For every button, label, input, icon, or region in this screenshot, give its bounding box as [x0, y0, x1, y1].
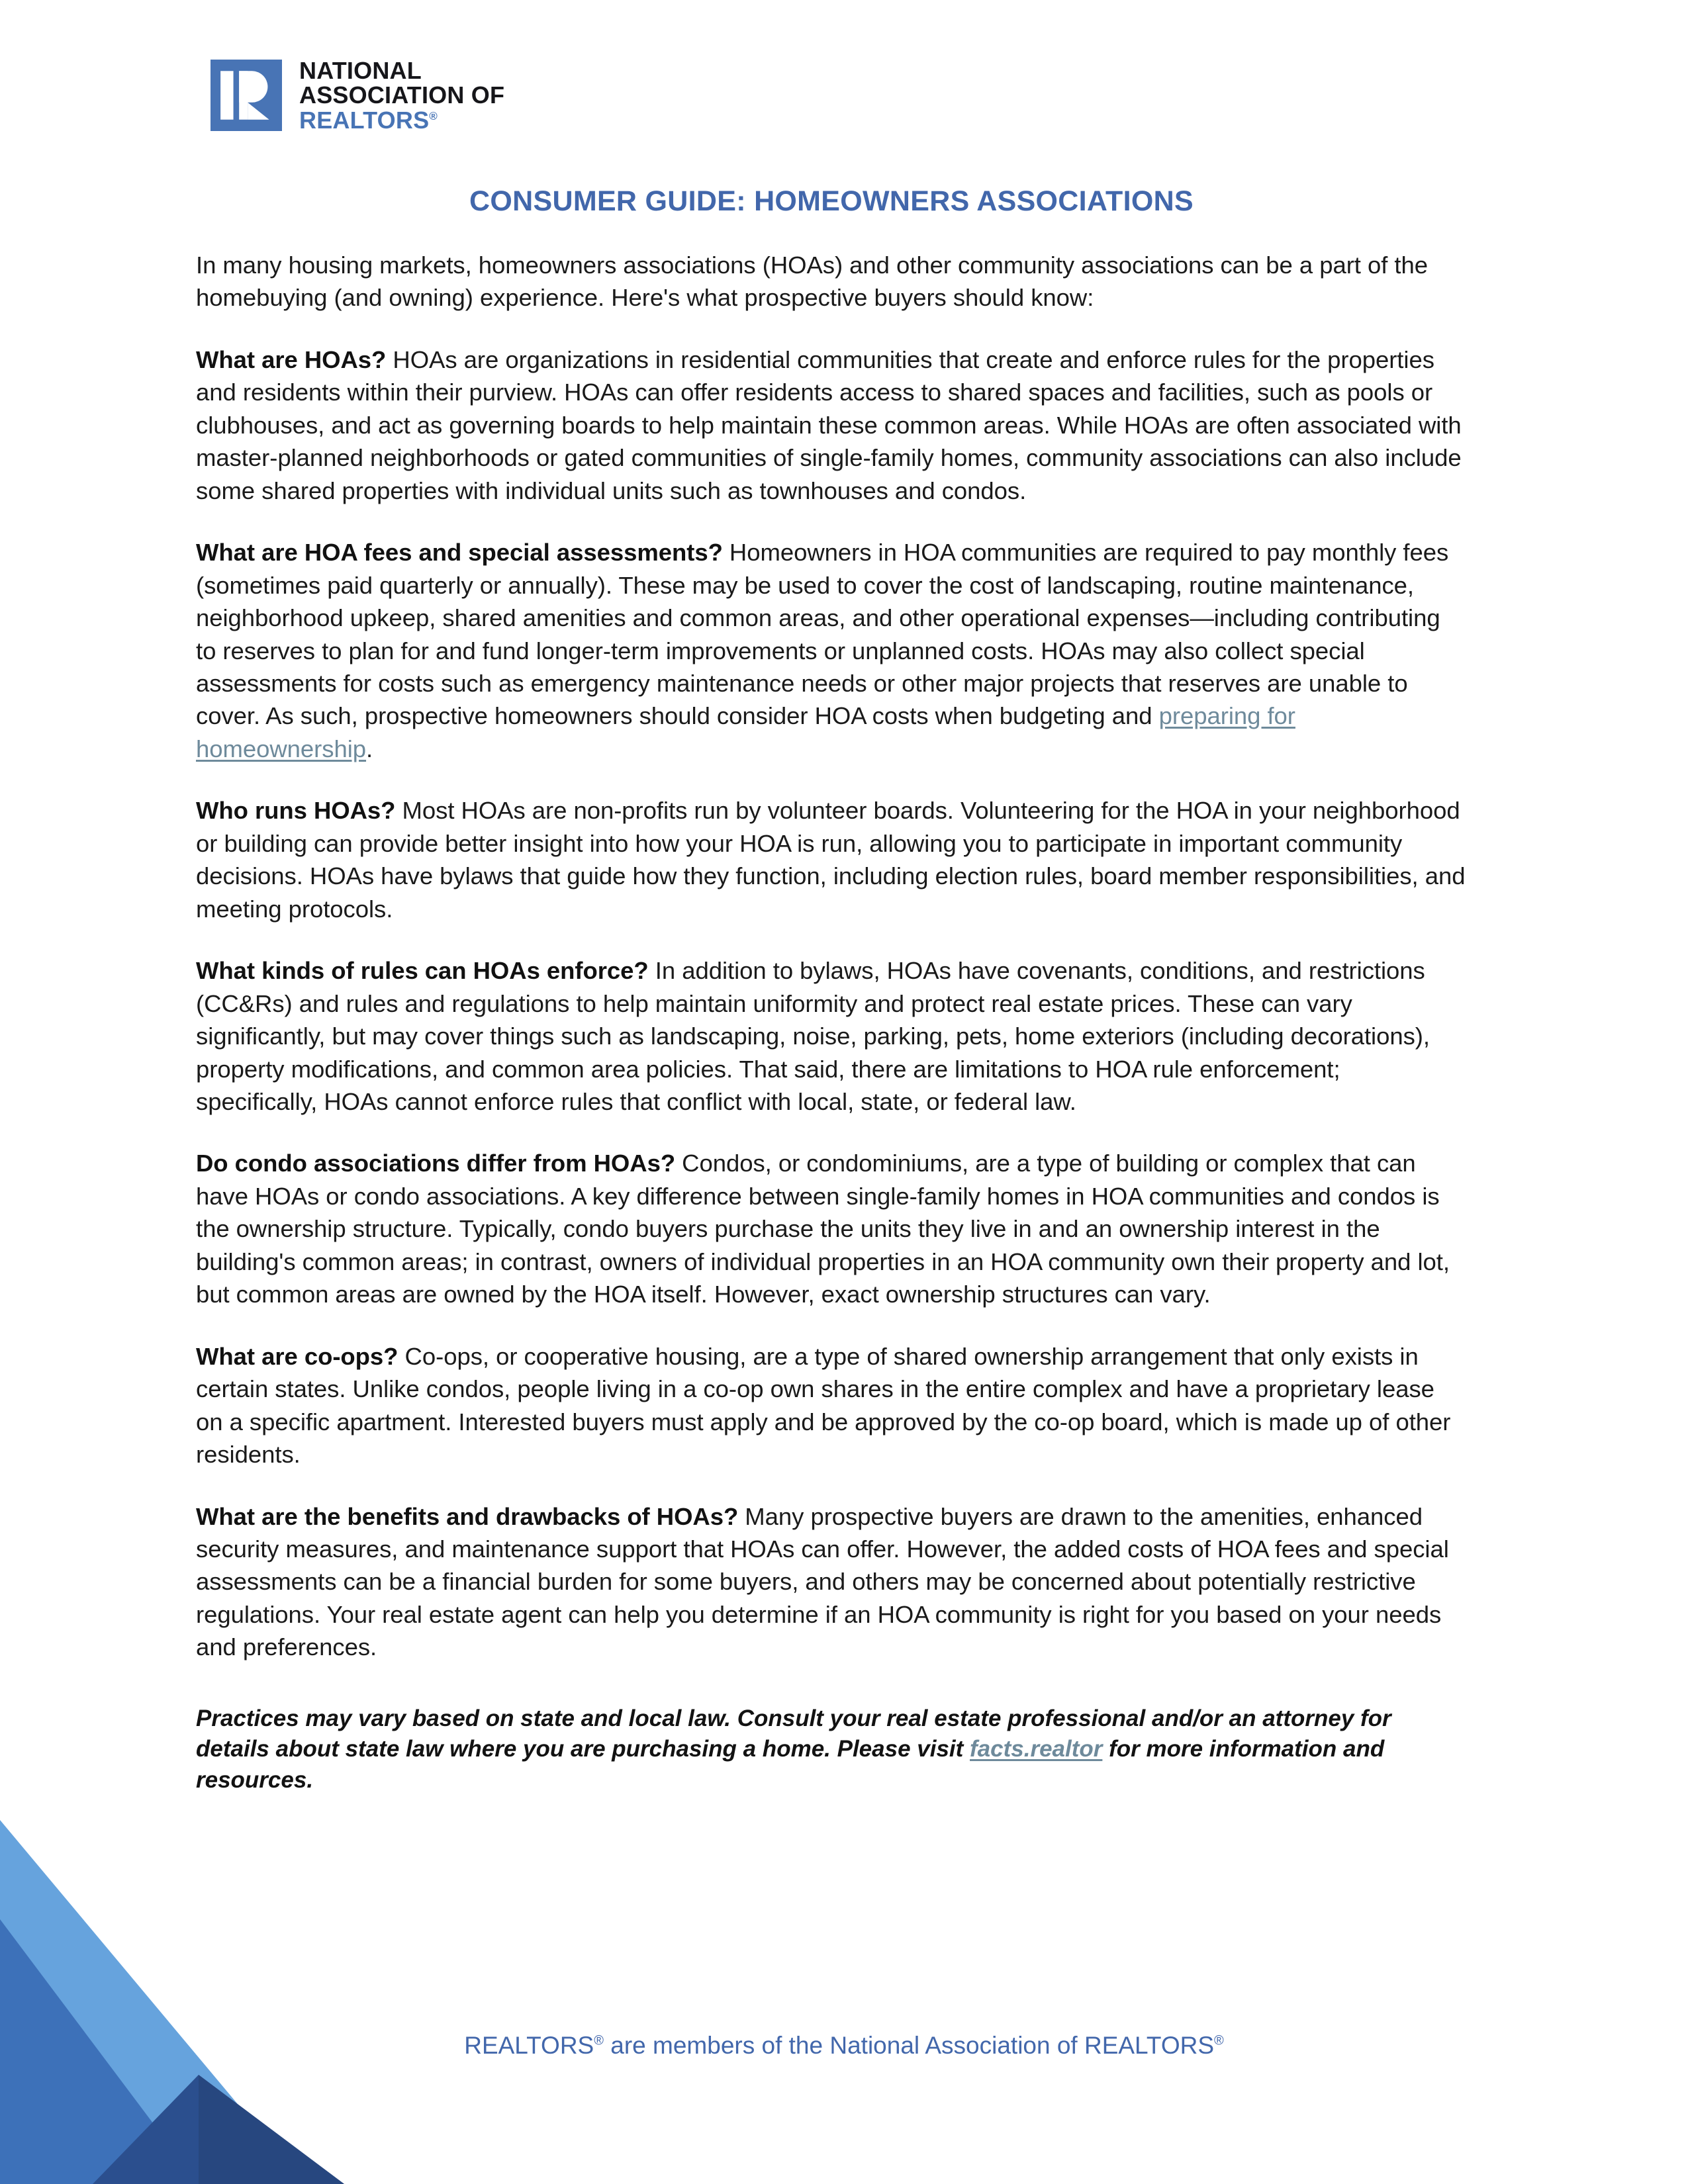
logo-line-3 [299, 108, 504, 132]
footer-registered-mark-2: ® [1214, 2033, 1224, 2048]
disclaimer-text-1: Practices may vary based on state and local law. Consult your real estate professional and/or an attorney for details about state law where you are purchasing a home. Please visit [196, 1705, 1391, 1762]
paragraph-condo-associations [196, 1147, 1467, 1310]
text-benefits-drawbacks: Many prospective buyers are drawn to the amenities, enhanced security measures, and maintenance support that HOAs can offer. However, the added costs of HOA fees and special assessments can be a financial burden for some buyers, and others may be concerned about potentially restrictive regulations. Your real estate agent can help you determine if an HOA community is right for you based on your needs and preferences. [196, 1502, 1449, 1661]
heading-rules-enforcement: What kinds of rules can HOAs enforce? [196, 957, 649, 985]
document-content [196, 185, 1467, 1796]
heading-co-ops: What are co-ops? [196, 1342, 399, 1370]
text-who-runs-hoas: Most HOAs are non-profits run by volunteer boards. Volunteering for the HOA in your neighborhood or building can provide better insight into how your HOA is run, allowing you to participate in important community decisions. HOAs have bylaws that guide how they function, including election rules, board member responsibilities, and meeting protocols. [196, 797, 1466, 923]
text-hoa-fees-after: . [366, 735, 373, 762]
footer-registered-mark-1: ® [594, 2033, 604, 2048]
logo-line-2: ASSOCIATION OF [299, 81, 505, 109]
paragraph-intro [196, 249, 1467, 314]
nar-logo [211, 58, 504, 132]
text-hoa-fees: Homeowners in HOA communities are required to pay monthly fees (sometimes paid quarterly or annually). These may be used to cover the cost of landscaping, routine maintenance, neighborhood upkeep, shared amenities and common areas, and other operational expenses—including contributing to reserves to plan for and fund longer-term improvements or unplanned costs. HOAs may also collect special assessments for costs such as emergency maintenance needs or other major projects that reserves are unable to cover. As such, prospective homeowners should consider HOA costs when budgeting and [196, 539, 1449, 730]
paragraph-rules-enforcement [196, 954, 1467, 1118]
text-rules-enforcement: In addition to bylaws, HOAs have covenants, conditions, and restrictions (CC&Rs) and rules and regulations to help maintain uniformity and protect real estate prices. These can vary significantly, but may cover things such as landscaping, noise, parking, pets, home exteriors (including decorations), property modifications, and common area policies. That said, there are limitations to HOA rule enforcement; specifically, HOAs cannot enforce rules that conflict with local, state, or federal law. [196, 957, 1430, 1115]
heading-benefits-drawbacks: What are the benefits and drawbacks of HOAs? [196, 1502, 739, 1530]
logo-registered-mark: ® [429, 109, 438, 122]
footer-text-before: REALTORS [464, 2032, 594, 2059]
disclaimer-text-2: for more information and resources. [196, 1736, 1385, 1793]
text-co-ops: Co-ops, or cooperative housing, are a type of shared ownership arrangement that only exists in certain states. Unlike condos, people living in a co-op own shares in the entire complex and have a proprietary lease on a specific apartment. Interested buyers must apply and be approved by the co-op board, which is made up of other residents. [196, 1342, 1451, 1469]
heading-hoa-fees: What are HOA fees and special assessments? [196, 539, 723, 567]
page-footer [0, 2032, 1688, 2060]
disclaimer-note [196, 1704, 1467, 1796]
link-preparing-for-homeownership[interactable]: preparing for homeownership [196, 702, 1295, 762]
paragraph-benefits-drawbacks [196, 1500, 1467, 1664]
heading-condo-associations: Do condo associations differ from HOAs? [196, 1150, 676, 1177]
heading-what-are-hoas: What are HOAs? [196, 345, 387, 373]
text-condo-associations: Condos, or condominiums, are a type of building or complex that can have HOAs or condo associations. A key difference between single-family homes in HOA communities and condos is the ownership structure. Typically, condo buyers purchase the units they live in and an ownership interest in the building's common areas; in contrast, owners of individual properties in an HOA community own their property and lot, but common areas are owned by the HOA itself. However, exact ownership structures can vary. [196, 1150, 1450, 1308]
footer-text-after: are members of the National Association of REALTORS [604, 2032, 1215, 2059]
triangle-light-blue [0, 1820, 305, 2184]
triangle-dark-navy [93, 2075, 344, 2184]
link-facts-realtor[interactable]: facts.realtor [970, 1736, 1103, 1762]
paragraph-who-runs-hoas [196, 794, 1467, 925]
paragraph-intro-text: In many housing markets, homeowners associations (HOAs) and other community associations can be a part of the homebuying (and owning) experience. Here's what prospective buyers should know: [196, 251, 1429, 312]
heading-who-runs-hoas: Who runs HOAs? [196, 797, 396, 825]
paragraph-what-are-hoas [196, 343, 1467, 507]
text-what-are-hoas: HOAs are organizations in residential communities that create and enforce rules for the properties and residents within their purview. HOAs can offer residents access to shared spaces and facilities, such as pools or clubhouses, and act as governing boards to help maintain these common areas. While HOAs are often associated with master-planned neighborhoods or gated communities of single-family homes, community associations can also include some shared properties with individual units such as townhouses and condos. [196, 345, 1462, 504]
realtor-r-logo-icon [211, 60, 282, 131]
paragraph-hoa-fees [196, 536, 1467, 765]
logo-realtors-text: REALTORS [299, 106, 430, 134]
paragraph-co-ops [196, 1340, 1467, 1471]
triangle-deep-navy [199, 2075, 344, 2184]
page-title: CONSUMER GUIDE: HOMEOWNERS ASSOCIATIONS [469, 185, 1194, 217]
logo-line-1: NATIONAL [299, 57, 422, 84]
